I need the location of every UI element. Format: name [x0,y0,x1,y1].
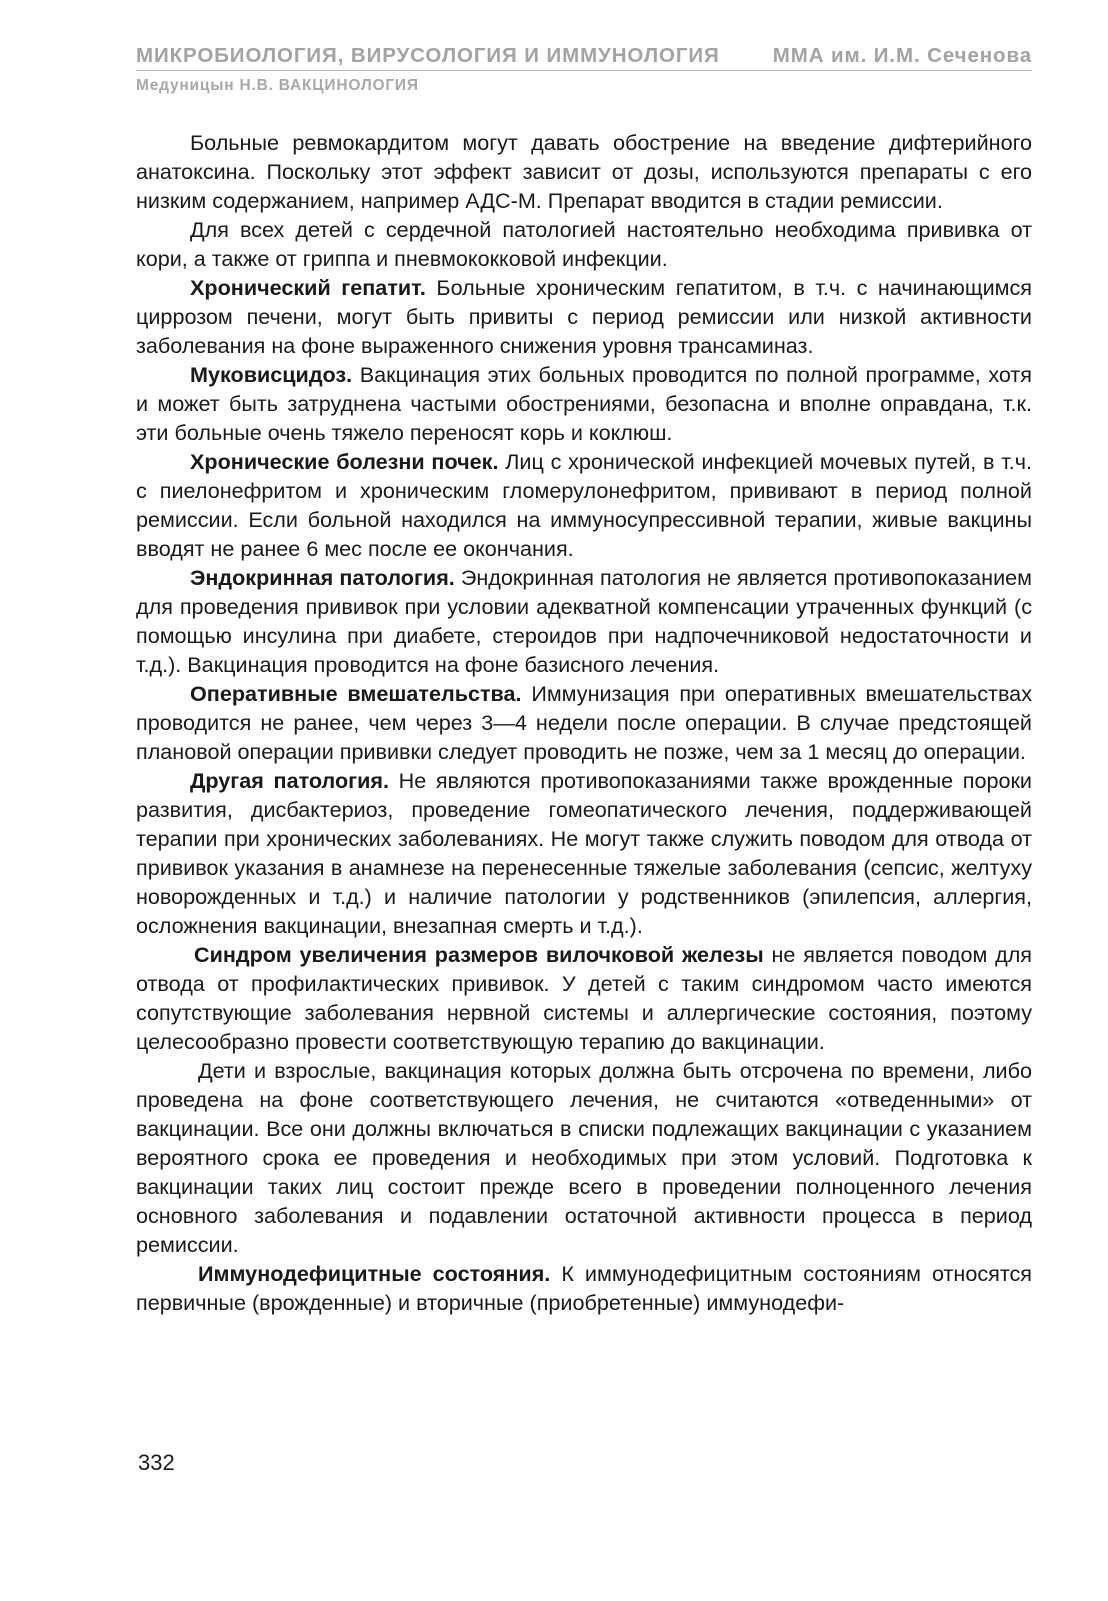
publisher-name: ММА им. И.М. Сеченова [772,44,1032,67]
paragraph-heading: Хронический гепатит. [190,275,426,300]
paragraph-text: Дети и взрослые, вакцинация которых должна быть отсрочена по времени, либо проведена на фоне соответствующего лечения, не считаются «отведенными» от вакцинации. Все они должны включаться в списки подлежащих вакцинации с указанием вероятного срока ее проведения и необходимых при этом условий. Подготовка к вакцинации таких лиц состоит прежде всего в проведении полноценного лечения основного заболевания и подавлении остаточной активности процесса в период ремиссии. [136,1058,1032,1257]
paragraph-text: Эндокринная патология не является противопоказанием для проведения прививок при условии адекватной компенсации утраченных функций (с помощью инсулина при диабете, стероидов при надпочечниковой недостаточности и т.д.). Вакцинация проводится на фоне базисного лечения. [136,565,1032,677]
running-header [136,44,1032,95]
chapter-title: Медуницын Н.В. ВАКЦИНОЛОГИЯ [136,77,419,94]
paragraph-heading: Муковисцидоз. [190,362,353,387]
paragraph-text: Больные хроническим гепатитом, в т.ч. с начинающимся циррозом печени, могут быть привиты с период ремиссии или низкой активности заболевания на фоне выраженного снижения уровня трансаминаз. [136,275,1032,358]
paragraph [136,940,1032,1056]
paragraph-text: Больные ревмокардитом могут давать обострение на введение дифтерийного анатоксина. Поскольку этот эффект зависит от дозы, используются препараты с его низким содержанием, например АДС-М. Препарат вводится в стадии ремиссии. [136,130,1032,213]
header-top-row [136,44,1032,71]
paragraph [136,563,1032,679]
paragraph-text: не является поводом для отвода от профилактических прививок. У детей с таким синдромом часто имеются сопутствующие заболевания нервной системы и аллергические состояния, поэтому целесообразно провести соответствующую терапию до вакцинации. [136,942,1032,1054]
paragraph [136,1056,1032,1259]
paragraph [136,679,1032,766]
paragraph [136,128,1032,215]
page-body [136,128,1032,1317]
paragraph-text: К иммунодефицитным состояниям относятся первичные (врожденные) и вторичные (приобретенные) иммунодефи- [136,1261,1032,1315]
paragraph-heading: Оперативные вмешательства. [190,681,522,706]
paragraph [136,766,1032,940]
paragraph-text: Для всех детей с сердечной патологией настоятельно необходима прививка от кори, а также от гриппа и пневмококковой инфекции. [136,217,1032,271]
paragraph-heading: Иммунодефицитные состояния. [198,1261,551,1286]
paragraph-heading: Хронические болезни почек. [190,449,499,474]
paragraph-text: Иммунизация при оперативных вмешательствах проводится не ранее, чем через 3—4 недели после операции. В случае предстоящей плановой операции прививки следует проводить не позже, чем за 1 месяц до операции. [136,681,1032,764]
paragraph-text: Вакцинация этих больных проводится по полной программе, хотя и может быть затруднена частыми обострениями, безопасна и вполне оправдана, т.к. эти больные очень тяжело переносят корь и коклюш. [136,362,1032,445]
paragraph-heading: Синдром увеличения размеров вилочковой железы [194,942,764,967]
paragraph-heading: Другая патология. [190,768,390,793]
paragraph [136,447,1032,563]
paragraph-text: Лиц с хронической инфекцией мочевых путей, в т.ч. с пиелонефритом и хроническим гломерулонефритом, прививают в период полной ремиссии. Если больной находился на иммуносупрессивной терапии, живые вакцины вводят не ранее 6 мес после ее окончания. [136,449,1032,561]
book-title: МИКРОБИОЛОГИЯ, ВИРУСОЛОГИЯ И ИММУНОЛОГИЯ [136,44,720,67]
paragraph-text: Не являются противопоказаниями также врожденные пороки развития, дисбактериоз, проведение гомеопатического лечения, поддерживающей терапии при хронических заболеваниях. Не могут также служить поводом для отвода от прививок указания в анамнезе на перенесенные тяжелые заболевания (сепсис, желтуху новорожденных и т.д.) и наличие патологии у родственников (эпилепсия, аллергия, осложнения вакцинации, внезапная смерть и т.д.). [136,768,1032,938]
paragraph [136,360,1032,447]
page-number: 332 [138,1450,175,1475]
paragraph [136,1259,1032,1317]
paragraph [136,215,1032,273]
paragraph [136,273,1032,360]
paragraph-heading: Эндокринная патология. [190,565,455,590]
